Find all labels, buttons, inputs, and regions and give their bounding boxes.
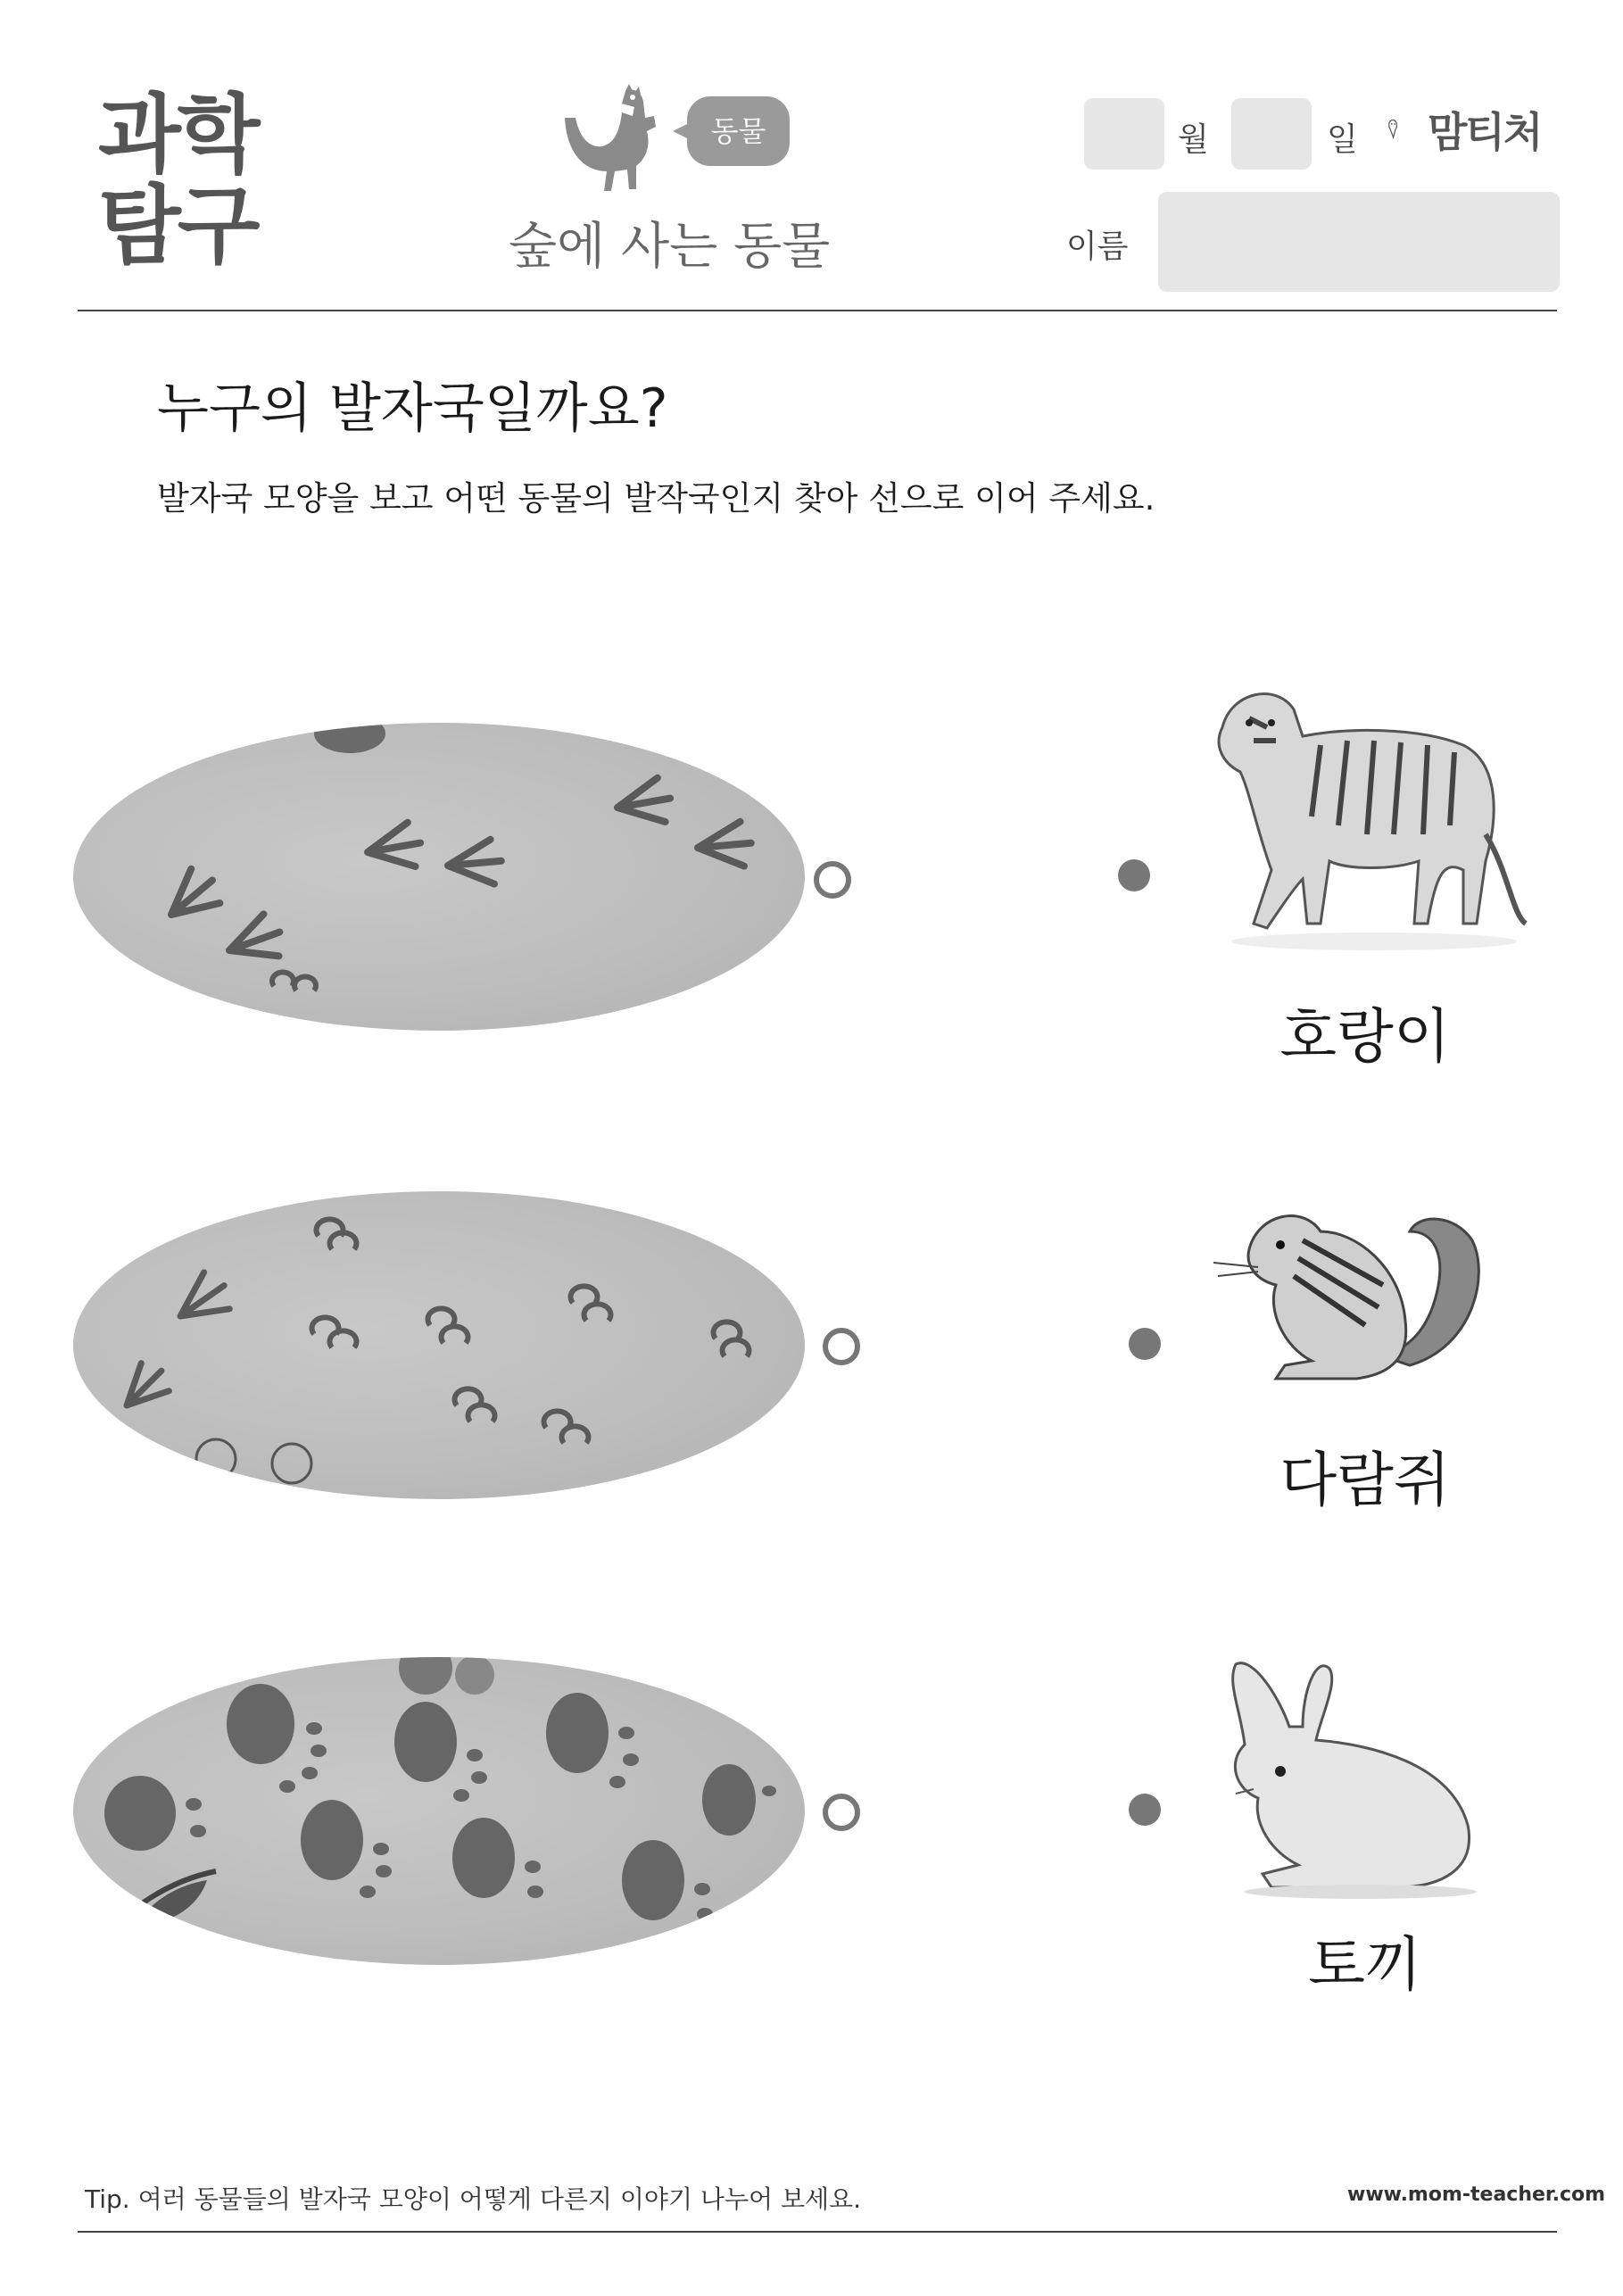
bird-footprints-image [73,723,805,1031]
worksheet-instruction: 발자국 모양을 보고 어떤 동물의 발작국인지 찾아 선으로 이어 주세요. [157,479,1155,518]
track-1-connector-dot[interactable] [814,861,851,899]
animal-label-tiger: 호랑이 [1279,1002,1451,1071]
brand-logo [98,85,286,277]
worksheet-heading: 누구의 발자국일까요? [157,377,668,440]
squirrel-footprints-image [73,1191,805,1499]
topic-title: 숲에 사는 동물 [509,218,831,276]
month-label: 월 [1178,121,1209,158]
footer-website[interactable]: www.mom-teacher.com [1347,2184,1606,2206]
day-field[interactable] [1231,98,1312,170]
publisher-logo-text: 맘티처 [1428,108,1542,156]
animal-2-connector-dot[interactable] [1129,1328,1161,1360]
chipmunk-illustration-icon [1205,1196,1499,1401]
month-field[interactable] [1084,98,1164,170]
day-label: 일 [1327,121,1358,158]
animal-label-chipmunk: 다람쥐 [1279,1446,1451,1514]
name-field[interactable] [1158,192,1560,292]
paw-prints-image [73,1657,805,1965]
animal-1-connector-dot[interactable] [1118,859,1150,891]
header-divider [78,310,1557,311]
rabbit-illustration-icon [1218,1655,1495,1905]
brand-line-1: 과학 [98,85,257,185]
footer-divider [78,2231,1557,2233]
tiger-illustration-icon [1169,656,1544,977]
category-badge: 동물 [687,96,790,166]
animal-3-connector-dot[interactable] [1129,1794,1161,1826]
track-3-connector-dot[interactable] [823,1794,860,1831]
track-2-connector-dot[interactable] [823,1328,860,1365]
footer-tip: Tip. 여러 동물들의 발자국 모양이 어떻게 다른지 이야기 나누어 보세요. [85,2184,861,2214]
dinosaur-icon [558,82,674,194]
name-label: 이름 [1066,228,1129,265]
brand-line-2: 탐구 [98,176,257,276]
animal-label-rabbit: 토끼 [1308,1930,1422,1999]
